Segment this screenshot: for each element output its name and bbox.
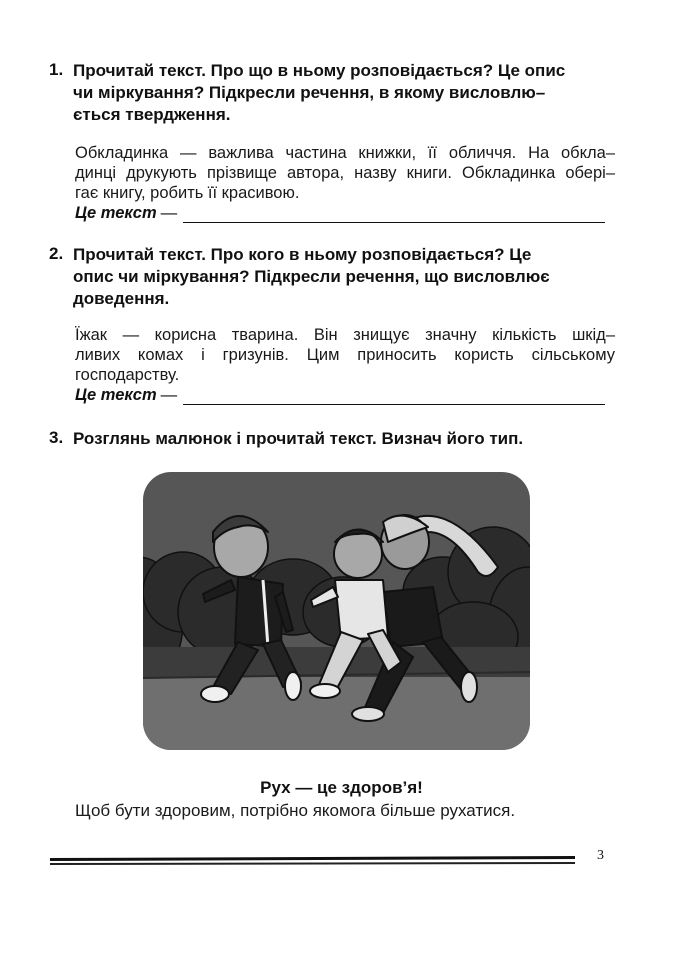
answer-dash: — bbox=[160, 204, 178, 222]
page-number: 3 bbox=[597, 848, 604, 863]
task-2-paragraph bbox=[75, 325, 615, 385]
task-2-answer bbox=[75, 386, 605, 405]
task-1-paragraph bbox=[75, 143, 615, 203]
task-1 bbox=[49, 60, 614, 126]
paragraph-line: Обкладинка — важлива частина книжки, її обличчя. На обкла– bbox=[75, 144, 615, 162]
answer-label: Це текст bbox=[75, 204, 157, 222]
running-children-illustration bbox=[143, 472, 530, 750]
paragraph-line: гає книгу, робить її красивою. bbox=[75, 184, 300, 202]
task-number: 2. bbox=[49, 244, 64, 263]
question-line: доведення. bbox=[73, 289, 170, 308]
task-question bbox=[73, 244, 614, 310]
task-number: 3. bbox=[49, 428, 64, 447]
paragraph-line: Їжак — корисна тварина. Він знищує значну кількість шкід– bbox=[75, 326, 615, 344]
paragraph-line: господарству. bbox=[75, 366, 180, 384]
answer-label: Це текст bbox=[75, 386, 157, 404]
task-number: 1. bbox=[49, 60, 64, 79]
question-line: Розглянь малюнок і прочитай текст. Визнач його тип. bbox=[73, 429, 524, 448]
paragraph-line: динці друкують прізвище автора, назву книги. Обкладинка обері– bbox=[75, 164, 615, 182]
task-1-answer bbox=[75, 204, 605, 223]
motto-text: Щоб бути здоровим, потрібно якомога більше рухатися. bbox=[75, 801, 516, 820]
motto-title: Рух — це здоров’я! bbox=[260, 778, 423, 797]
question-line: чи міркування? Підкресли речення, в якому висловлю– bbox=[73, 83, 546, 102]
answer-line[interactable] bbox=[183, 390, 605, 405]
question-line: Прочитай текст. Про кого в ньому розповідається? Це bbox=[73, 245, 532, 264]
task-3 bbox=[49, 428, 614, 450]
footer-rule bbox=[50, 853, 575, 867]
task-question bbox=[73, 428, 614, 450]
answer-line[interactable] bbox=[183, 208, 605, 223]
question-line: опис чи міркування? Підкресли речення, що висловлює bbox=[73, 267, 550, 286]
task-question bbox=[73, 60, 614, 126]
question-line: ється твердження. bbox=[73, 105, 231, 124]
answer-dash: — bbox=[160, 386, 178, 404]
question-line: Прочитай текст. Про що в ньому розповідається? Це опис bbox=[73, 61, 566, 80]
paragraph-line: ливих комах і гризунів. Цим приносить користь сільському bbox=[75, 346, 615, 364]
task-2 bbox=[49, 244, 614, 310]
